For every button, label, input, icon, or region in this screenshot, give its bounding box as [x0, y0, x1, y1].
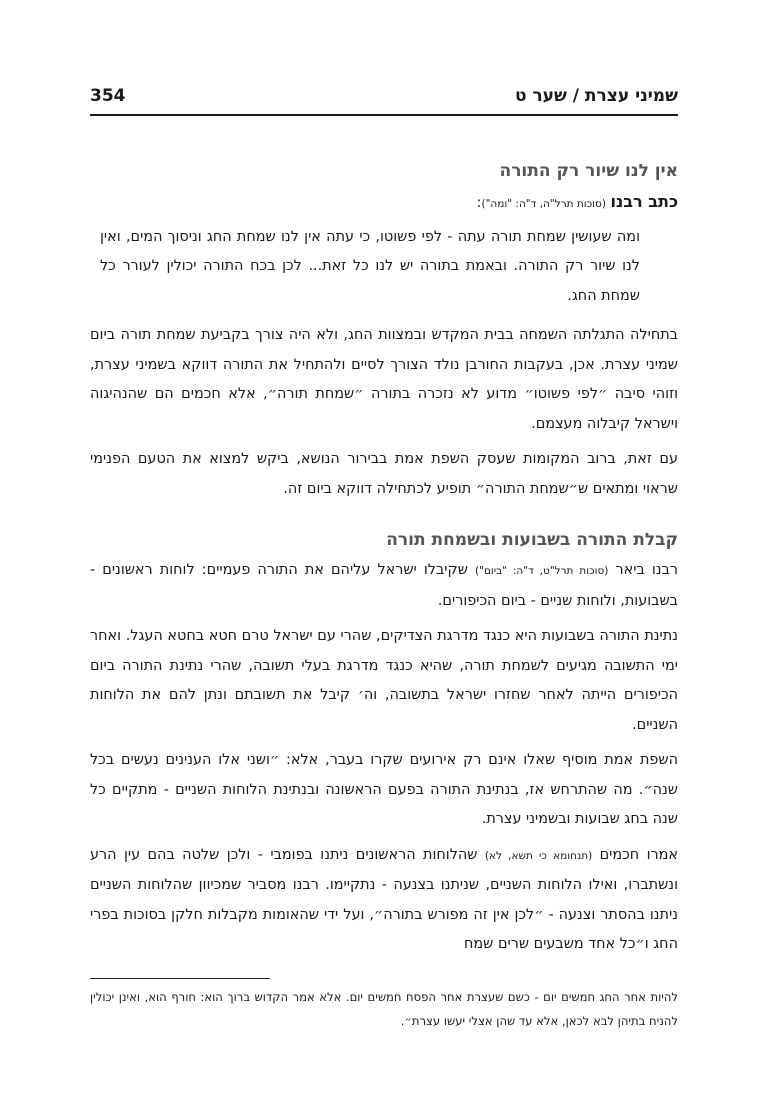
- paragraph: השפת אמת מוסיף שאלו אינם רק אירועים שקרו בעבר, אלא: ״ושני אלו הענינים נעשים בכל שנה״. מה שהתרחש אז, בנתינת התורה בפעם הראשונה ובנתינת הלוחות השניים - מתקיים כל שנה בחג שבועות ובשמיני עצרת.: [90, 752, 678, 827]
- paragraph-text: שקיבלו ישראל עליהם את התורה פעמיים: לוחות ראשונים - בשבועות, ולוחות שניים - ביום הכיפורים.: [90, 562, 678, 609]
- paragraph: נתינת התורה בשבועות היא כנגד מדרגת הצדיקים, שהרי עם ישראל טרם חטא בחטא העגל. ואחר ימי התשובה מגיעים לשמחת תורה, שהיא כנגד מדרגת בעלי תשובה, שהרי נתינת התורה ביום הכיפורים הייתה לאחר שחזרו ישראל בתשובה, וה׳ קיבל את תשובתם ונתן להם את הלוחות השניים.: [90, 628, 678, 733]
- paragraph: [90, 841, 678, 960]
- section-heading-2: קבלת התורה בשבועות ובשמחת תורה: [386, 530, 678, 550]
- paragraph-lead: אמרו חכמים: [599, 846, 679, 863]
- footnote: להיות אחר החג חמשים יום - כשם שעצרת אחר הפסח חמשים יום. אלא אמר הקדוש ברוך הוא: חורף הוא, ואינן יכולין להניח בתיהן לבא לכאן, אלא עד שהן אצלי יעשו עצרת״.: [90, 990, 678, 1028]
- source-reference: (סוכות תרל"ט, ד"ה: "ביום"): [475, 565, 609, 577]
- paragraph-lead: רבנו ביאר: [615, 562, 678, 578]
- citation-colon: :: [476, 195, 482, 211]
- quote-text: ומה שעושין שמחת תורה עתה - לפי פשוטו, כי עתה אין לנו שמחת החג וניסוך המים, ואין לנו שיור רק התורה. ובאמת בתורה יש לנו כל זאת... לכן בכח התורה יכולין לעורר כל שמחת החג.: [100, 228, 640, 304]
- source-reference: (תנחומא כי תשא, לא): [484, 849, 593, 862]
- page-number: 354: [90, 86, 126, 106]
- paragraph: עם זאת, ברוב המקומות שעסק השפת אמת בבירור הנושא, ביקש למצוא את הטעם הפנימי שראוי ומתאים ש״שמחת התורה״ תופיע לכתחילה דווקא ביום זה.: [90, 451, 678, 497]
- citation-lead: כתב רבנו: [610, 192, 678, 211]
- running-header: [90, 86, 678, 116]
- block-quote: [100, 223, 640, 312]
- section-heading-1: אין לנו שיור רק התורה: [499, 161, 678, 181]
- citation-line: [90, 187, 678, 220]
- paragraph: [90, 556, 678, 616]
- paragraph: בתחילה התגלתה השמחה בבית המקדש ובמצוות החג, ולא היה צורך בקביעת שמחת תורה ביום שמיני עצרת. אכן, בעקבות החורבן נולד הצורך לסיים ולהתחיל את התורה דווקא בשמיני עצרת, וזוהי סיבה ״לפי פשוטו״ מדוע לא נזכרה בתורה ״שמחת תורה״, אלא חכמים הם שהנהיגוה וישראל קיבלוה מעצמם.: [90, 327, 678, 432]
- main-content: [90, 155, 678, 966]
- source-reference: (סוכות תרל"ה, ד"ה: "ומה"): [481, 198, 606, 210]
- paragraph-text: שהלוחות הראשונים ניתנו בפומבי - ולכן שלטה בהם עין הרע ונשתברו, ואילו הלוחות השניים, שניתנו בצנעה - נתקיימו. רבנו מסביר שמכיוון שהלוחות השניים ניתנו בהסתר וצנעה - ״לכן אין זה מפורש בתורה״, ועל ידי שהאומות מקבלות חלקן בסוכות בפרי החג ו״כל אחד משבעים שרים שמח: [90, 846, 678, 952]
- footnote-divider: [90, 978, 270, 979]
- running-title: שמיני עצרת / שער ט: [514, 86, 678, 106]
